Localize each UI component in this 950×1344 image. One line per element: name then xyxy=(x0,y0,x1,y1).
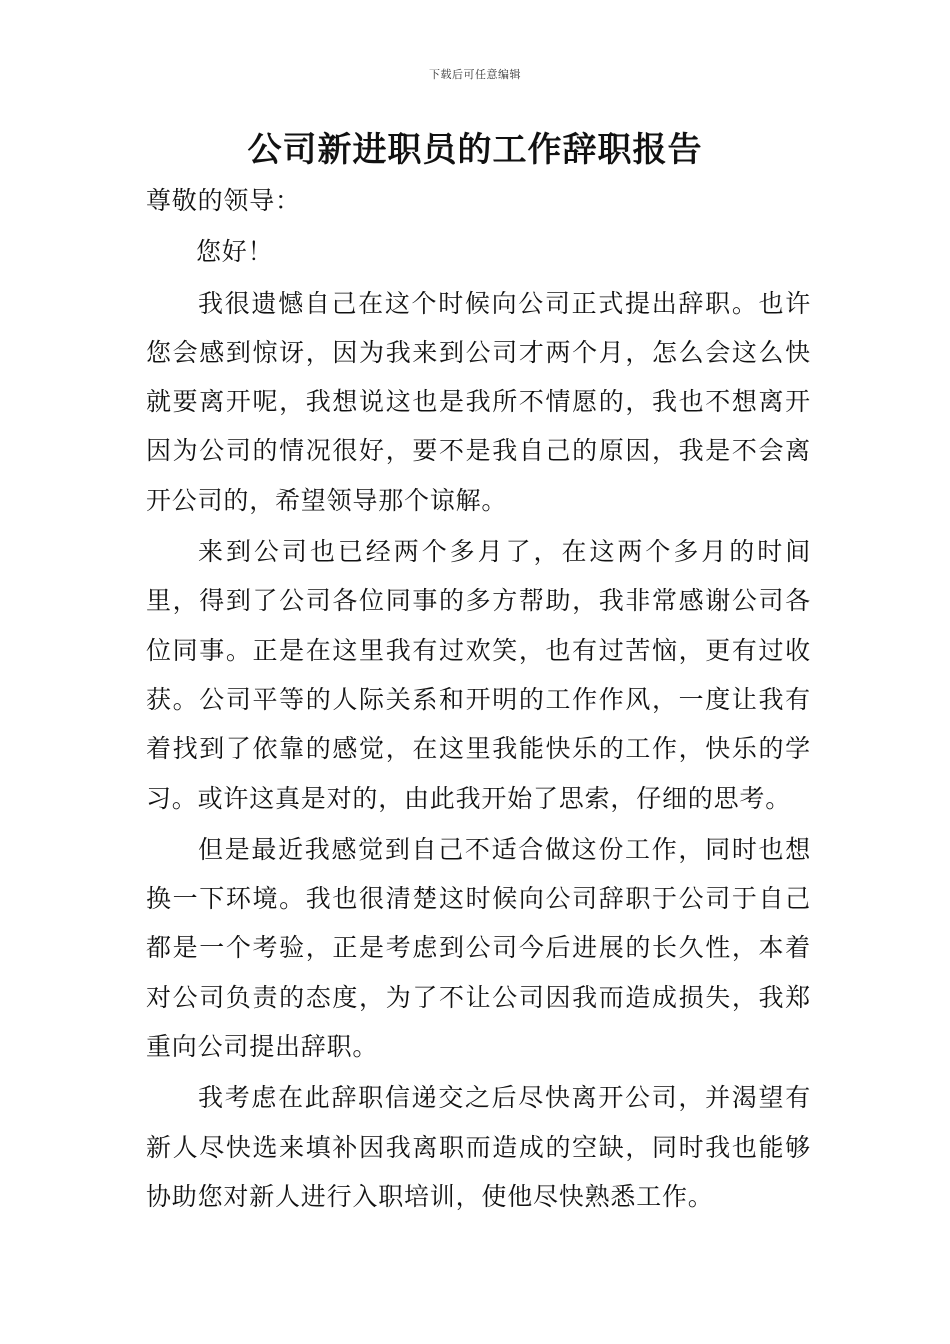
paragraph-4: 我考虑在此辞职信递交之后尽快离开公司，并渴望有新人尽快选来填补因我离职而造成的空缺，同时我也能够协助您对新人进行入职培训，使他尽快熟悉工作。 xyxy=(146,1083,811,1211)
paragraph-1: 我很遗憾自己在这个时候向公司正式提出辞职。也许您会感到惊讶，因为我来到公司才两个月，怎么会这么快就要离开呢，我想说这也是我所不情愿的，我也不想离开因为公司的情况很好，要不是我自己的原因，我是不会离开公司的，希望领导那个谅解。 xyxy=(146,288,811,515)
greeting: 您好！ xyxy=(196,237,274,267)
document-body xyxy=(146,176,811,1221)
paragraph-3: 但是最近我感觉到自己不适合做这份工作，同时也想换一下环境。我也很清楚这时候向公司辞职于公司于自己都是一个考验，正是考虑到公司今后进展的长久性，本着对公司负责的态度，为了不让公司因我而造成损失，我郑重向公司提出辞职。 xyxy=(146,834,811,1062)
salutation: 尊敬的领导： xyxy=(146,186,301,215)
header-note: 下载后可任意编辑 xyxy=(429,68,521,81)
document-title: 公司新进职员的工作辞职报告 xyxy=(247,130,703,170)
paragraph-2: 来到公司也已经两个多月了，在这两个多月的时间里，得到了公司各位同事的多方帮助，我非常感谢公司各位同事。正是在这里我有过欢笑，也有过苦恼，更有过收获。公司平等的人际关系和开明的工作作风，一度让我有着找到了依靠的感觉，在这里我能快乐的工作，快乐的学习。或许这真是对的，由此我开始了思索，仔细的思考。 xyxy=(146,537,811,813)
